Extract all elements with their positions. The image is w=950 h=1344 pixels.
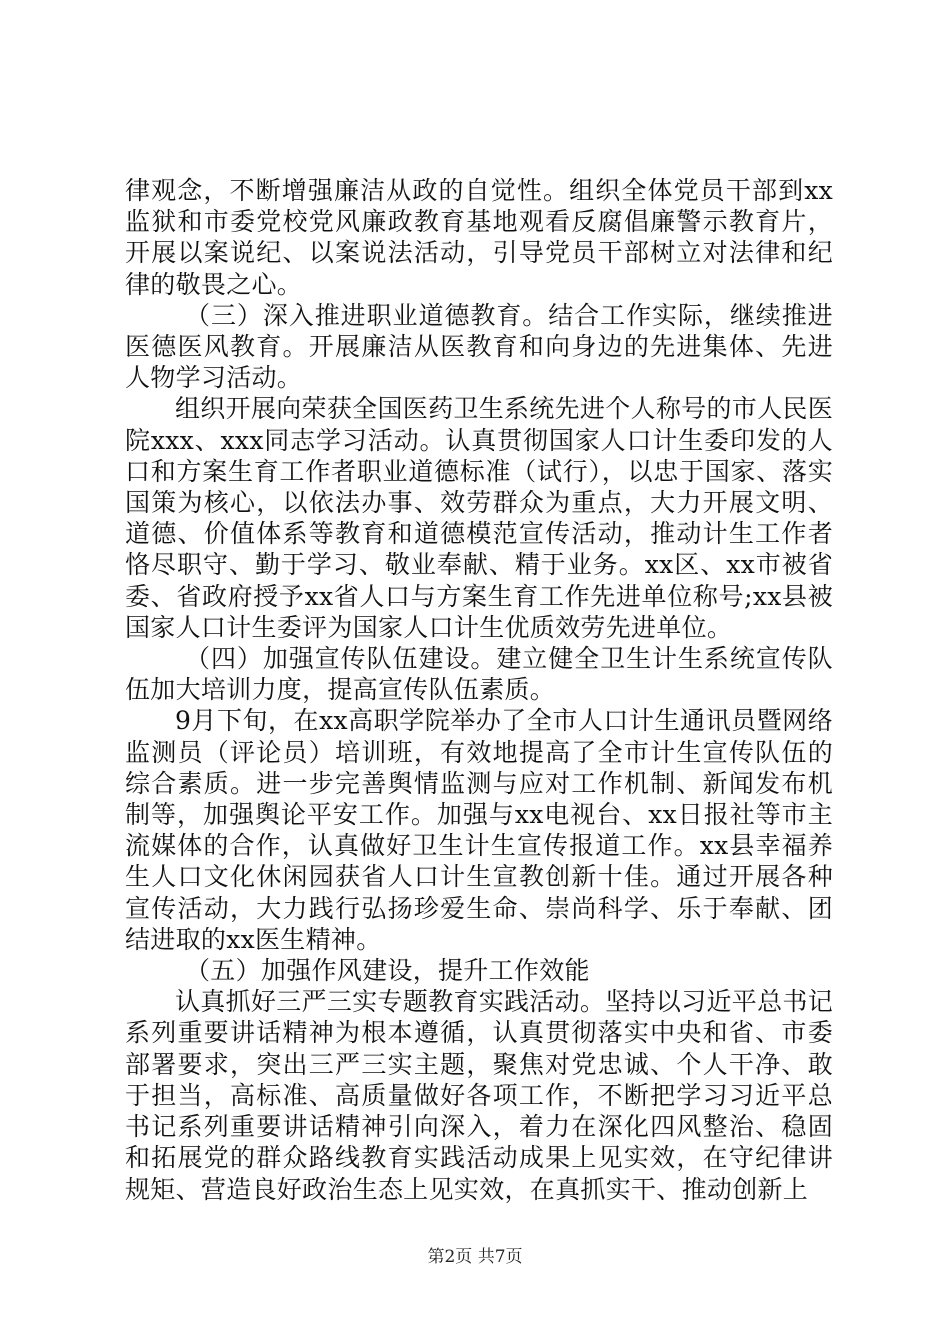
section-heading-four: （四）加强宣传队伍建设。建立健全卫生计生系统宣传队伍加大培训力度，提高宣传队伍素质。 (125, 644, 833, 705)
page-number-footer: 第2页 共7页 (427, 1247, 523, 1267)
paragraph-body: 9月下旬，在xx高职学院举办了全市人口计生通讯员暨网络监测员（评论员）培训班，有效地提高了全市计生宣传队伍的综合素质。进一步完善舆情监测与应对工作机制、新闻发布机制等，加强舆论平安工作。加强与xx电视台、xx日报社等市主流媒体的合作，认真做好卫生计生宣传报道工作。xx县幸福养生人口文化休闲园获省人口计生宣教创新十佳。通过开展各种宣传活动，大力践行弘扬珍爱生命、崇尚科学、乐于奉献、团结进取的xx医生精神。 (125, 706, 833, 954)
section-heading-five: （五）加强作风建设，提升工作效能 (185, 956, 590, 986)
paragraph-body: 认真抓好三严三实专题教育实践活动。坚持以习近平总书记系列重要讲话精神为根本遵循，认真贯彻落实中央和省、市委部署要求，突出三严三实主题，聚焦对党忠诚、个人干净、敢于担当，高标准、高质量做好各项工作，不断把学习习近平总书记系列重要讲话精神引向深入，着力在深化四风整治、稳固和拓展党的群众路线教育实践活动成果上见实效，在守纪律讲规矩、营造良好政治生态上见实效，在真抓实干、推动创新上 (125, 987, 833, 1204)
section-heading-three: （三）深入推进职业道德教育。结合工作实际，继续推进医德医风教育。开展廉洁从医教育和向身边的先进集体、先进人物学习活动。 (125, 300, 833, 393)
document-body (125, 175, 833, 1205)
paragraph-continuation: 律观念，不断增强廉洁从政的自觉性。组织全体党员干部到xx监狱和市委党校党风廉政教育基地观看反腐倡廉警示教育片，开展以案说纪、以案说法活动，引导党员干部树立对法律和纪律的敬畏之心。 (125, 176, 833, 299)
paragraph-body: 组织开展向荣获全国医药卫生系统先进个人称号的市人民医院xxx、xxx同志学习活动。认真贯彻国家人口计生委印发的人口和方案生育工作者职业道德标准（试行），以忠于国家、落实国策为核心，以依法办事、效劳群众为重点，大力开展文明、道德、价值体系等教育和道德模范宣传活动，推动计生工作者恪尽职守、勤于学习、敬业奉献、精于业务。xx区、xx市被省委、省政府授予xx省人口与方案生育工作先进单位称号;xx县被国家人口计生委评为国家人口计生优质效劳先进单位。 (125, 394, 833, 642)
